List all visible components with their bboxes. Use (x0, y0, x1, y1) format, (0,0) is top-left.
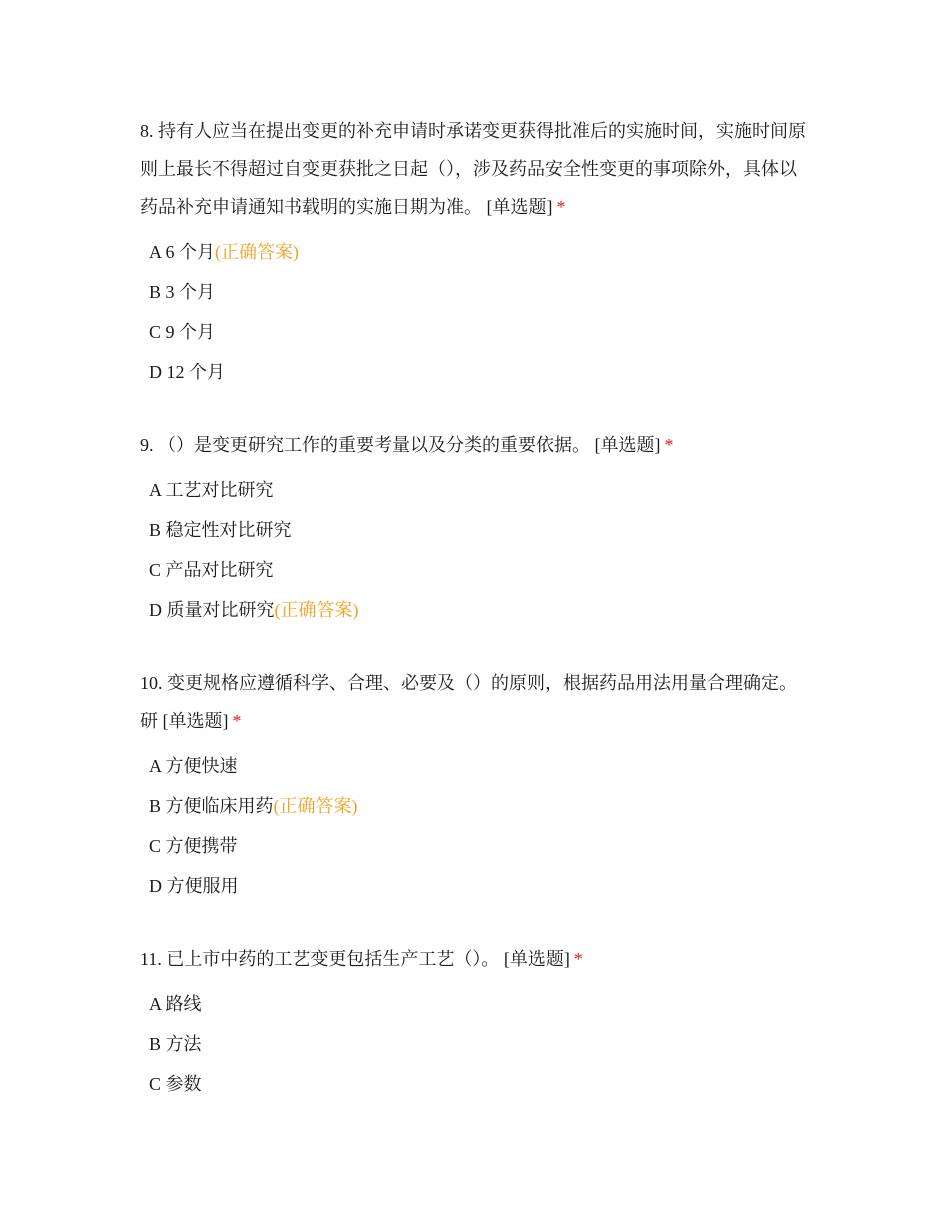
question-9 (140, 426, 810, 630)
question-type-tag: [单选题] (594, 435, 661, 455)
option-b[interactable] (149, 1024, 810, 1064)
option-text: 方便快速 (165, 756, 238, 776)
question-title (140, 664, 812, 740)
option-b[interactable] (149, 786, 810, 826)
option-text: 方便携带 (165, 836, 238, 856)
option-letter: C (149, 1074, 162, 1094)
question-text: 持有人应当在提出变更的补充申请时承诺变更获得批准后的实施时间，实施时间原则上最长不得超过自变更获批之日起（），涉及药品安全性变更的事项除外，具体以药品补充申请通知书载明的实施日期为准。 (140, 121, 806, 217)
option-letter: B (149, 1034, 162, 1054)
question-text: （）是变更研究工作的重要考量以及分类的重要依据。 (158, 435, 590, 455)
question-type-tag: [单选题] (162, 711, 229, 731)
option-text: 产品对比研究 (165, 560, 274, 580)
option-c[interactable] (149, 550, 810, 590)
question-text: 已上市中药的工艺变更包括生产工艺（）。 (166, 949, 500, 969)
question-type-tag: [单选题] (486, 197, 553, 217)
required-mark: * (664, 435, 674, 455)
option-text: 参数 (165, 1074, 202, 1094)
option-text: 工艺对比研究 (165, 480, 274, 500)
question-number: 11. (140, 949, 162, 969)
option-text: 方便服用 (166, 876, 239, 896)
option-text: 质量对比研究 (166, 600, 275, 620)
option-letter: B (149, 520, 162, 540)
option-b[interactable] (149, 272, 810, 312)
option-text: 方便临床用药 (165, 796, 274, 816)
option-letter: A (149, 242, 162, 262)
question-11 (140, 940, 810, 1104)
correct-answer-label: (正确答案) (215, 242, 300, 262)
option-d[interactable] (149, 866, 810, 906)
required-mark: * (556, 197, 566, 217)
option-text: 12 个月 (166, 362, 225, 382)
option-letter: D (149, 876, 162, 896)
option-text: 3 个月 (165, 282, 216, 302)
option-list (140, 984, 810, 1104)
option-c[interactable] (149, 826, 810, 866)
question-number: 9. (140, 435, 154, 455)
option-a[interactable] (149, 984, 810, 1024)
question-type-tag: [单选题] (503, 949, 570, 969)
correct-answer-label: (正确答案) (273, 796, 358, 816)
option-letter: C (149, 836, 162, 856)
option-c[interactable] (149, 1064, 810, 1104)
required-mark: * (232, 711, 242, 731)
option-list (140, 746, 810, 906)
option-letter: D (149, 362, 162, 382)
option-letter: B (149, 282, 162, 302)
option-a[interactable] (149, 232, 810, 272)
question-8 (140, 112, 810, 392)
option-d[interactable] (149, 590, 810, 630)
option-a[interactable] (149, 746, 810, 786)
question-text: 变更规格应遵循科学、合理、必要及（）的原则，根据药品用法用量合理确定。研 (140, 673, 797, 731)
option-d[interactable] (149, 352, 810, 392)
question-title (140, 112, 812, 226)
option-a[interactable] (149, 470, 810, 510)
option-letter: A (149, 994, 162, 1014)
option-text: 方法 (165, 1034, 202, 1054)
option-letter: A (149, 756, 162, 776)
option-letter: C (149, 560, 162, 580)
option-letter: A (149, 480, 162, 500)
correct-answer-label: (正确答案) (274, 600, 359, 620)
option-text: 路线 (165, 994, 202, 1014)
question-title (140, 426, 812, 464)
option-text: 6 个月 (165, 242, 216, 262)
option-letter: D (149, 600, 162, 620)
question-number: 8. (140, 121, 154, 141)
option-list (140, 470, 810, 630)
question-title (140, 940, 812, 978)
option-text: 9 个月 (165, 322, 216, 342)
option-letter: C (149, 322, 162, 342)
option-b[interactable] (149, 510, 810, 550)
option-list (140, 232, 810, 392)
option-text: 稳定性对比研究 (165, 520, 292, 540)
option-c[interactable] (149, 312, 810, 352)
question-number: 10. (140, 673, 163, 693)
option-letter: B (149, 796, 162, 816)
required-mark: * (573, 949, 583, 969)
question-10 (140, 664, 810, 906)
